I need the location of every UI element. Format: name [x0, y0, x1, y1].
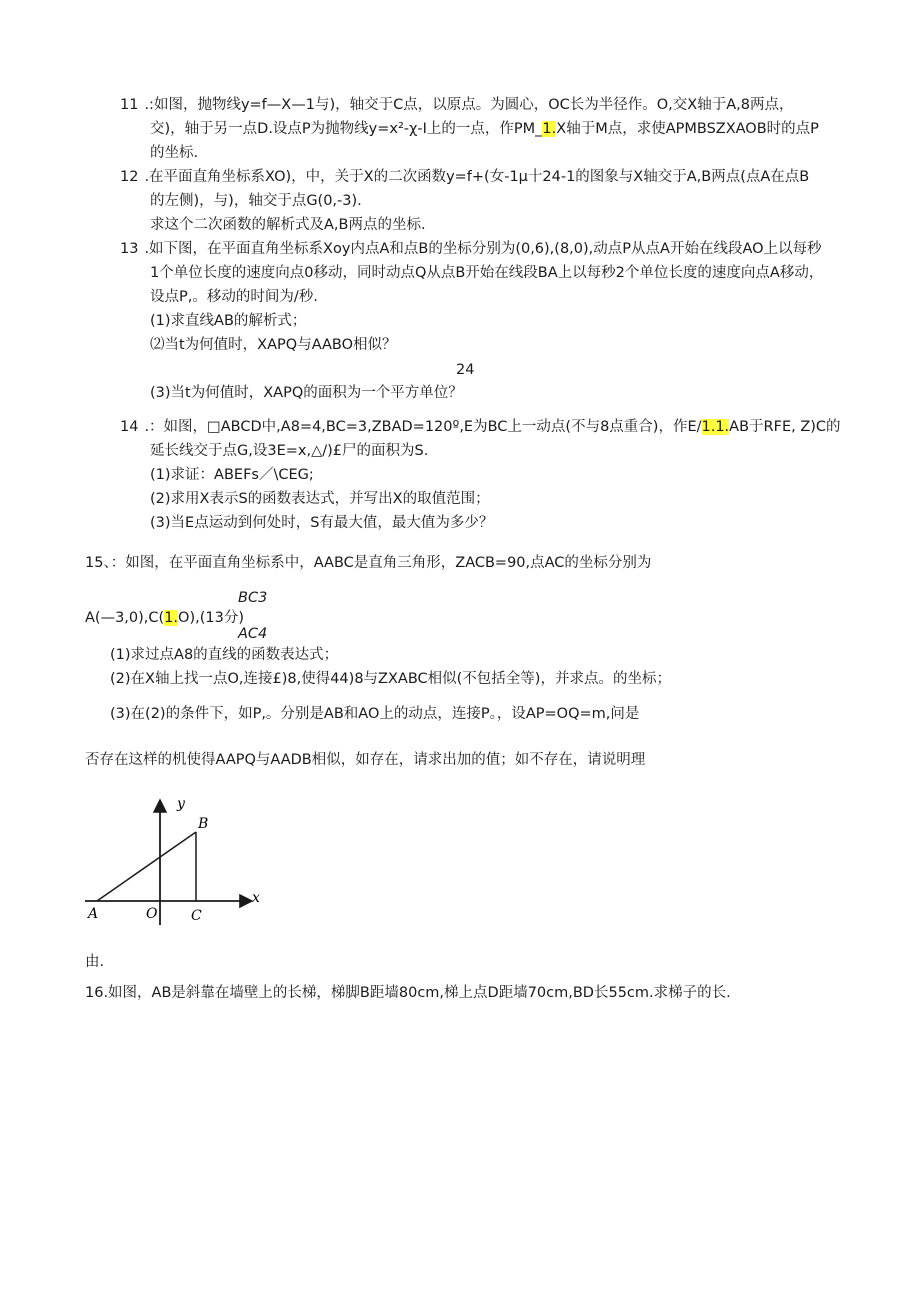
- q12-line-2: 的左侧)，与)，轴交于点G(0,-3).: [150, 193, 362, 209]
- q15-number: 15、: [85, 555, 111, 571]
- q15-line-4: 否存在这样的机使得AAPQ与AADB相似，如存在，请求出加的值；如不存在，请说明理: [85, 752, 646, 768]
- q11-line-1: [120, 95, 793, 115]
- q11-line-3: 的坐标.: [150, 145, 199, 161]
- q13-fraction: 24: [456, 362, 475, 378]
- label-c: C: [191, 908, 202, 924]
- q16-line: 16.如图，AB是斜靠在墙壁上的长梯，梯脚B距墙80cm,梯上点D距墙70cm,BD长55cm.求梯子的长.: [85, 985, 731, 1001]
- q13-line-1: [120, 239, 822, 259]
- q11-highlight: 1.: [542, 121, 557, 137]
- label-y: y: [177, 796, 185, 812]
- q15-line-2: [85, 608, 244, 628]
- q11-line-2: [150, 119, 819, 139]
- label-x: x: [252, 890, 260, 906]
- q14-number: 14: [120, 419, 139, 435]
- label-o: O: [146, 906, 158, 922]
- q11-number: 11: [120, 97, 139, 113]
- q12-number: 12: [120, 169, 139, 185]
- q14-part-2: (2)求用X表示S的函数表达式，并写出X的取值范围；: [150, 491, 490, 507]
- q15-figure: [80, 790, 270, 930]
- q14-highlight: 1.1.: [701, 419, 730, 435]
- segment-ab: [97, 832, 196, 901]
- q15-text-1: ：如图，在平面直角坐标系中，AABC是直角三角形，ZACB=90,点AC的坐标分别为: [110, 555, 652, 571]
- q13-part-3: (3)当t为何值时，XAPQ的面积为一个平方单位？: [150, 385, 463, 401]
- q13-text-1: .如下图，在平面直角坐标系Xoy内点A和点B的坐标分别为(0,6),(8,0),动点P从点A开始在线段AO上以每秒: [144, 241, 822, 257]
- q11-text-2b: X轴于M点，求使APMBSZXAOB时的点P: [556, 121, 819, 137]
- q15-highlight: 1.: [164, 610, 179, 626]
- q15-line-5: 由.: [85, 954, 105, 970]
- q14-line-1: [120, 417, 841, 437]
- q15-text-2a: A(—3,0),C(: [85, 610, 165, 626]
- q13-line-3: 设点P,。移动的时间为/秒.: [150, 289, 318, 305]
- q15-fraction-top: BC3: [238, 590, 268, 606]
- q13-part-2: ⑵当t为何值时，XAPQ与AABO相似？: [150, 337, 397, 353]
- q15-text-2b: O),(13分): [178, 610, 244, 626]
- q12-line-3: 求这个二次函数的解析式及A,B两点的坐标.: [150, 217, 426, 233]
- q11-text-1: .:如图，抛物线y=f—X—1与)，轴交于C点，以原点。为圆心，OC长为半径作。O,交X轴于A,8两点，: [144, 97, 794, 113]
- q15-part-3: (3)在(2)的条件下，如P,。分别是AB和AO上的动点，连接P。，设AP=OQ=m,问是: [110, 706, 640, 722]
- q14-text-1b: AB于RFE, Z)C的: [729, 419, 841, 435]
- q13-number: 13: [120, 241, 139, 257]
- q14-line-2: 延长线交于点G,设3E=x,△/)£尸的面积为S.: [150, 443, 429, 459]
- label-a: A: [88, 906, 99, 922]
- q12-line-1: [120, 167, 809, 187]
- q15-part-1: (1)求过点A8的直线的函数表达式；: [110, 647, 339, 663]
- q13-part-1: (1)求直线AB的解析式；: [150, 313, 307, 329]
- q11-text-2a: 交)，轴于另一点D.设点P为抛物线y=x²-χ-I上的一点，作PM_: [150, 121, 543, 137]
- label-b: B: [198, 816, 209, 832]
- q13-line-2: 1个单位长度的速度向点0移动，同时动点Q从点B开始在线段BA上以每秒2个单位长度的速度向点A移动，: [150, 265, 824, 281]
- q12-text-1: .在平面直角坐标系XO)，中，关于X的二次函数y=f+(女-1µ十24-1的图象与X轴交于A,B两点(点A在点B: [144, 169, 810, 185]
- q15-part-2: (2)在X轴上找一点O,连接£)8,使得44)8与ZXABC相似(不包括全等)，并求点。的坐标；: [110, 671, 671, 687]
- q15-line-1: [85, 553, 651, 573]
- q15-fraction-bottom: AC4: [238, 626, 268, 642]
- q14-text-1a: .：如图，□ABCD中,A8=4,BC=3,ZBAD=120º,E为BC上一动点(不与8点重合)，作E/: [144, 419, 702, 435]
- q14-part-3: (3)当E点运动到何处时，S有最大值，最大值为多少？: [150, 515, 494, 531]
- q14-part-1: (1)求证：ABEFs／\CEG;: [150, 467, 314, 483]
